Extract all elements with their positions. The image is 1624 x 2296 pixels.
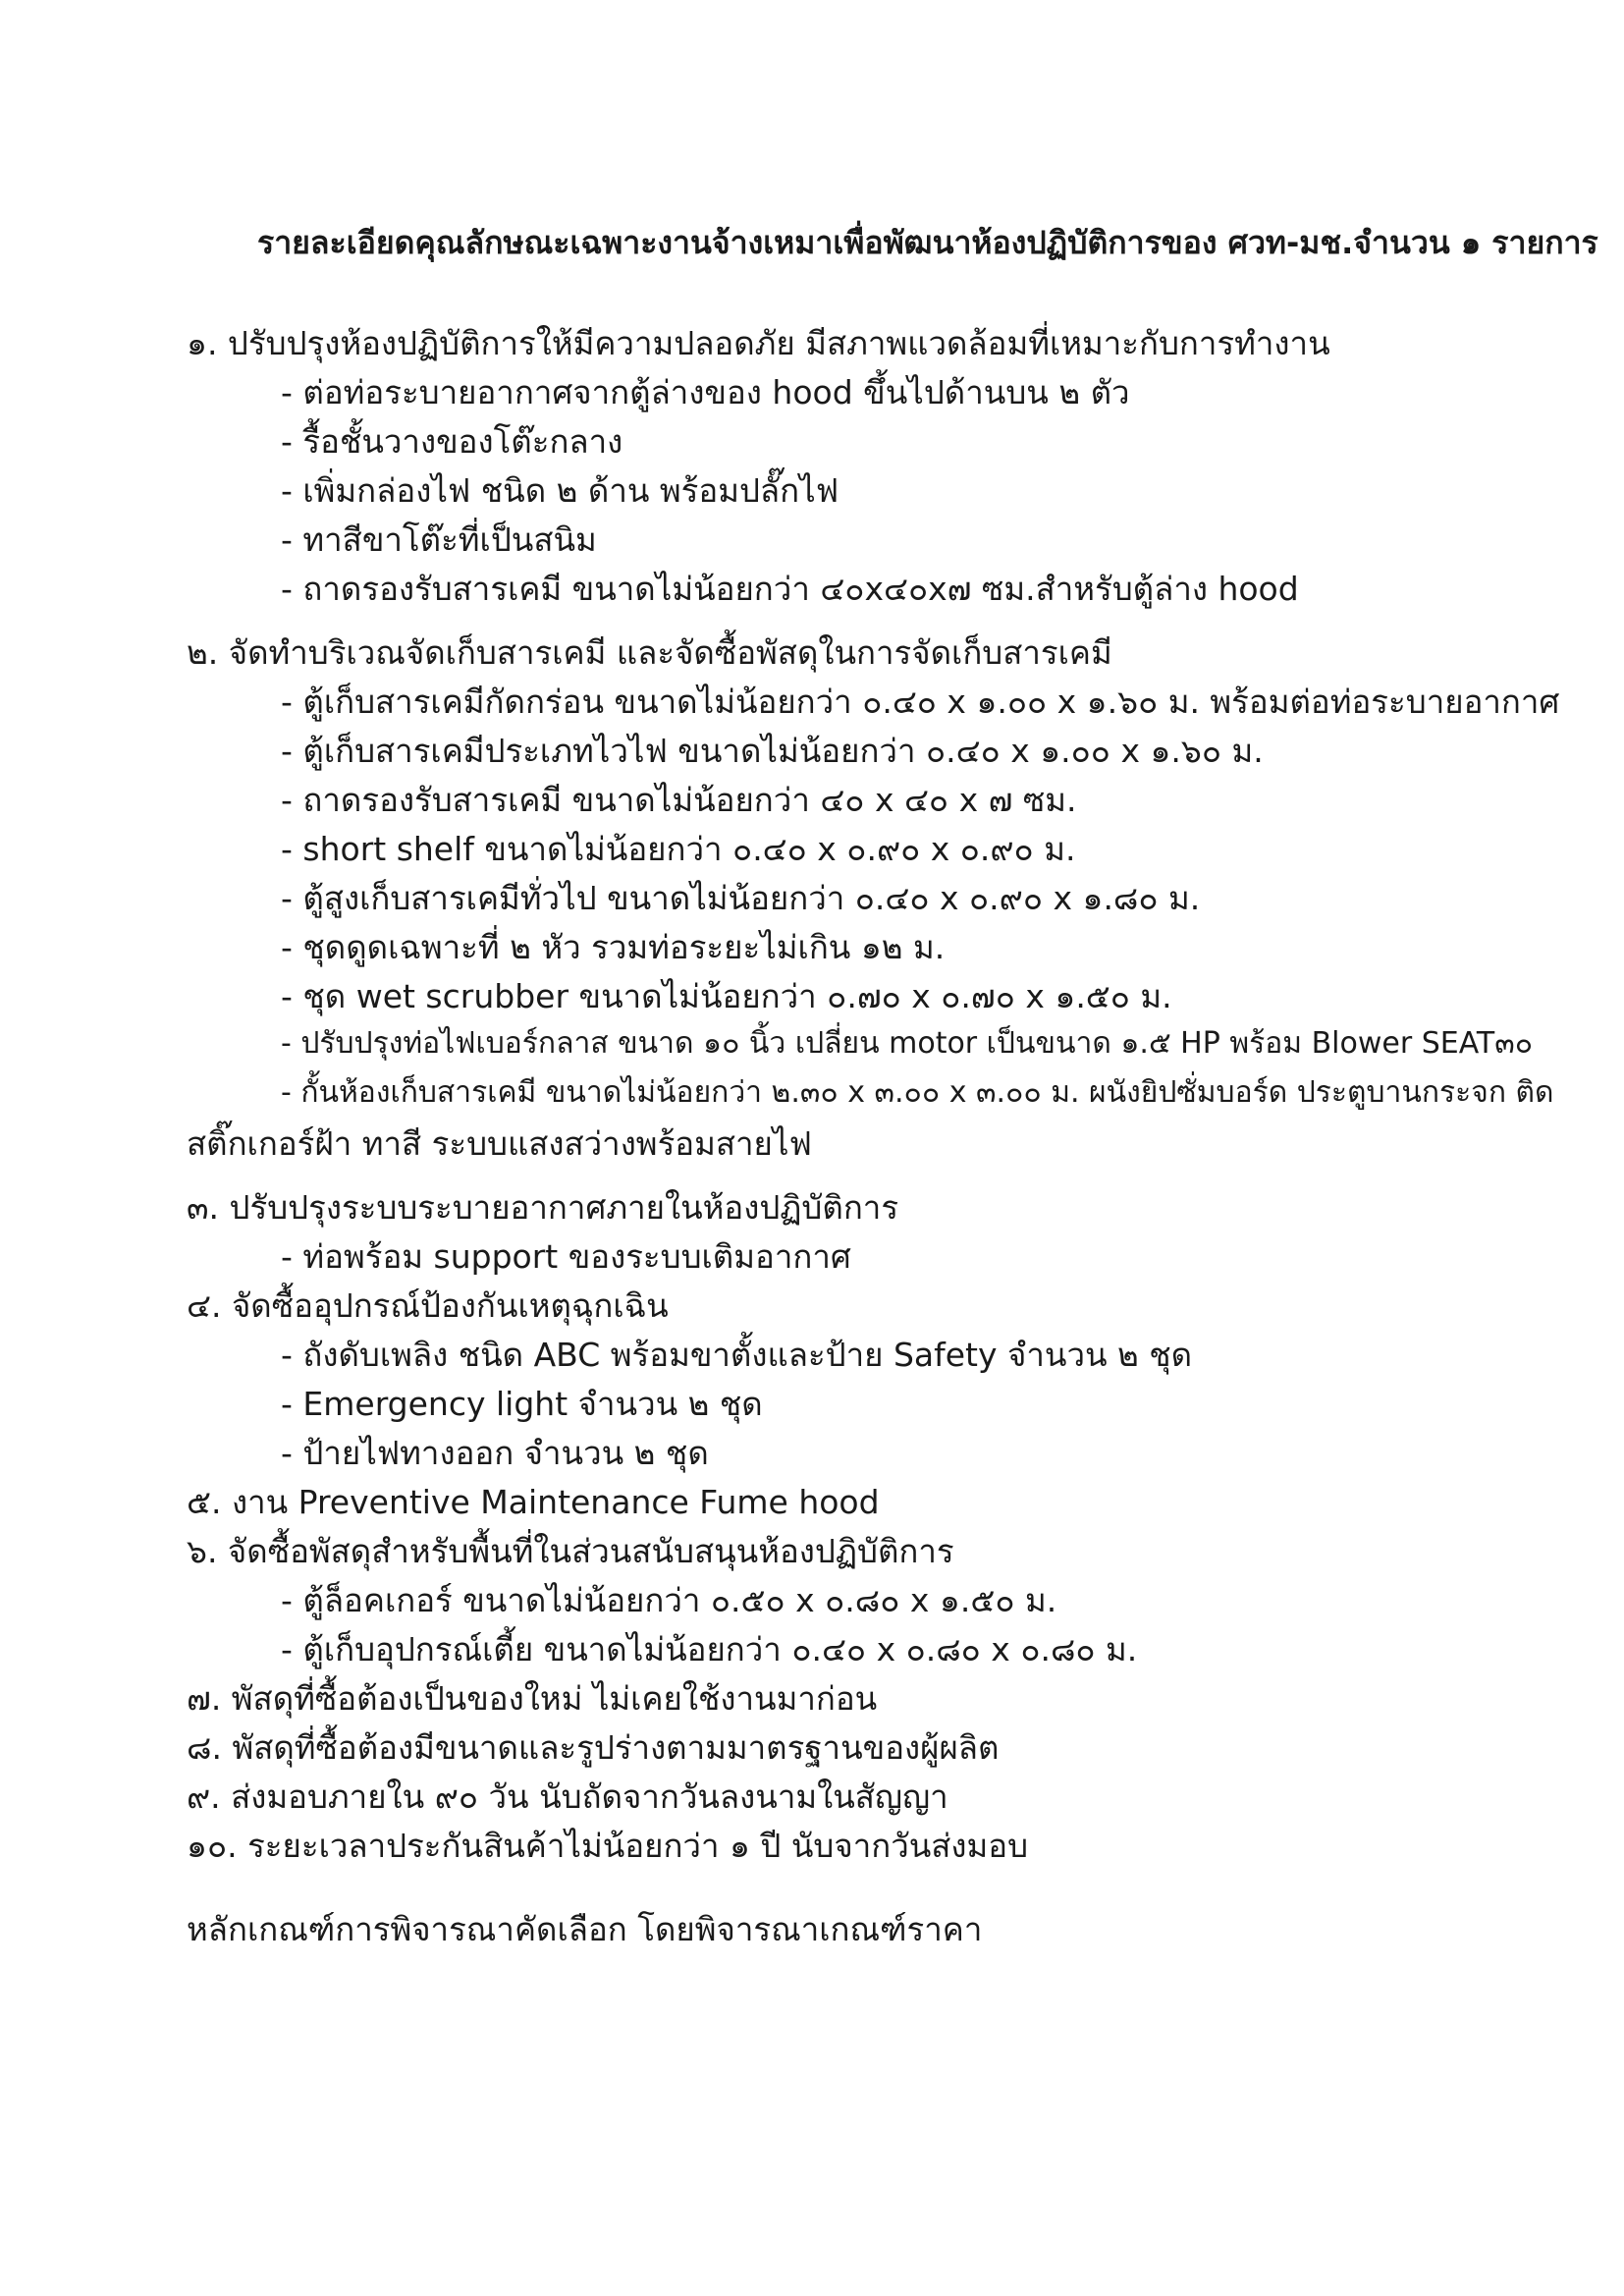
section-4-item: - Emergency light จำนวน ๒ ชุด (281, 1385, 763, 1423)
section-1-item: - ถาดรองรับสารเคมี ขนาดไม่น้อยกว่า ๔๐x๔๐x๗ ซม.สำหรับตู้ล่าง hood (281, 570, 1299, 608)
section-2-item: - ตู้สูงเก็บสารเคมีทั่วไป ขนาดไม่น้อยกว่า ๐.๔๐ x ๐.๙๐ x ๑.๘๐ ม. (281, 879, 1201, 917)
section-2-item: - ตู้เก็บสารเคมีประเภทไวไฟ ขนาดไม่น้อยกว่า ๐.๔๐ x ๑.๐๐ x ๑.๖๐ ม. (281, 732, 1264, 770)
section-5-heading: ๕. งาน Preventive Maintenance Fume hood (187, 1483, 880, 1521)
section-1-item: - ทาสีขาโต๊ะที่เป็นสนิม (281, 520, 597, 559)
section-1-item: - รื้อชั้นวางของโต๊ะกลาง (281, 422, 623, 461)
section-6-heading: ๖. จัดซื้อพัสดุสำหรับพื้นที่ในส่วนสนับสนุนห้องปฏิบัติการ (187, 1532, 954, 1570)
section-2-item: - ชุดดูดเฉพาะที่ ๒ หัว รวมท่อระยะไม่เกิน ๑๒ ม. (281, 928, 946, 966)
section-7-heading: ๗. พัสดุที่ซื้อต้องเป็นของใหม่ ไม่เคยใช้งานมาก่อน (187, 1679, 878, 1718)
section-1-heading: ๑. ปรับปรุงห้องปฏิบัติการให้มีความปลอดภัย มีสภาพแวดล้อมที่เหมาะกับการทำงาน (187, 324, 1330, 362)
section-2-item: - กั้นห้องเก็บสารเคมี ขนาดไม่น้อยกว่า ๒.๓๐ x ๓.๐๐ x ๓.๐๐ ม. ผนังยิปซั่มบอร์ด ประตูบานกระจก ติด (281, 1075, 1554, 1110)
section-6-item: - ตู้เก็บอุปกรณ์เตี้ย ขนาดไม่น้อยกว่า ๐.๔๐ x ๐.๘๐ x ๐.๘๐ ม. (281, 1630, 1138, 1668)
section-2-item: - ปรับปรุงท่อไฟเบอร์กลาส ขนาด ๑๐ นิ้ว เปลี่ยน motor เป็นขนาด ๑.๕ HP พร้อม Blower SEAT๓๐ (281, 1026, 1534, 1061)
section-2-heading: ๒. จัดทำบริเวณจัดเก็บสารเคมี และจัดซื้อพัสดุในการจัดเก็บสารเคมี (187, 633, 1112, 672)
section-10-heading: ๑๐. ระยะเวลาประกันสินค้าไม่น้อยกว่า ๑ ปี นับจากวันส่งมอบ (187, 1827, 1029, 1865)
section-1-item: - เพิ่มกล่องไฟ ชนิด ๒ ด้าน พร้อมปลั๊กไฟ (281, 471, 839, 510)
selection-criteria: หลักเกณฑ์การพิจารณาคัดเลือก โดยพิจารณาเกณฑ์ราคา (187, 1910, 983, 1948)
document-title: รายละเอียดคุณลักษณะเฉพาะงานจ้างเหมาเพื่อพัฒนาห้องปฏิบัติการของ ศวท-มช.จำนวน ๑ รายการ (257, 224, 1598, 261)
section-2-item: - ชุด wet scrubber ขนาดไม่น้อยกว่า ๐.๗๐ x ๐.๗๐ x ๑.๕๐ ม. (281, 977, 1172, 1015)
section-9-heading: ๙. ส่งมอบภายใน ๙๐ วัน นับถัดจากวันลงนามในสัญญา (187, 1777, 948, 1816)
section-3-heading: ๓. ปรับปรุงระบบระบายอากาศภายในห้องปฏิบัติการ (187, 1188, 899, 1227)
section-3-item: - ท่อพร้อม support ของระบบเติมอากาศ (281, 1237, 851, 1276)
section-6-item: - ตู้ล็อคเกอร์ ขนาดไม่น้อยกว่า ๐.๕๐ x ๐.๘๐ x ๑.๕๐ ม. (281, 1581, 1057, 1619)
section-4-item: - ป้ายไฟทางออก จำนวน ๒ ชุด (281, 1434, 709, 1472)
section-2-item: - ถาดรองรับสารเคมี ขนาดไม่น้อยกว่า ๔๐ x ๔๐ x ๗ ซม. (281, 781, 1077, 819)
section-4-item: - ถังดับเพลิง ชนิด ABC พร้อมขาตั้งและป้าย Safety จำนวน ๒ ชุด (281, 1336, 1193, 1374)
section-2-item: - short shelf ขนาดไม่น้อยกว่า ๐.๔๐ x ๐.๙๐ x ๐.๙๐ ม. (281, 830, 1076, 868)
section-1-item: - ต่อท่อระบายอากาศจากตู้ล่างของ hood ขึ้นไปด้านบน ๒ ตัว (281, 373, 1130, 411)
section-8-heading: ๘. พัสดุที่ซื้อต้องมีขนาดและรูปร่างตามมาตรฐานของผู้ผลิต (187, 1728, 1000, 1767)
section-2-item: - ตู้เก็บสารเคมีกัดกร่อน ขนาดไม่น้อยกว่า ๐.๔๐ x ๑.๐๐ x ๑.๖๐ ม. พร้อมต่อท่อระบายอากาศ (281, 683, 1560, 721)
section-4-heading: ๔. จัดซื้ออุปกรณ์ป้องกันเหตุฉุกเฉิน (187, 1286, 669, 1325)
section-2-item-continuation: สติ๊กเกอร์ฝ้า ทาสี ระบบแสงสว่างพร้อมสายไฟ (187, 1124, 812, 1163)
